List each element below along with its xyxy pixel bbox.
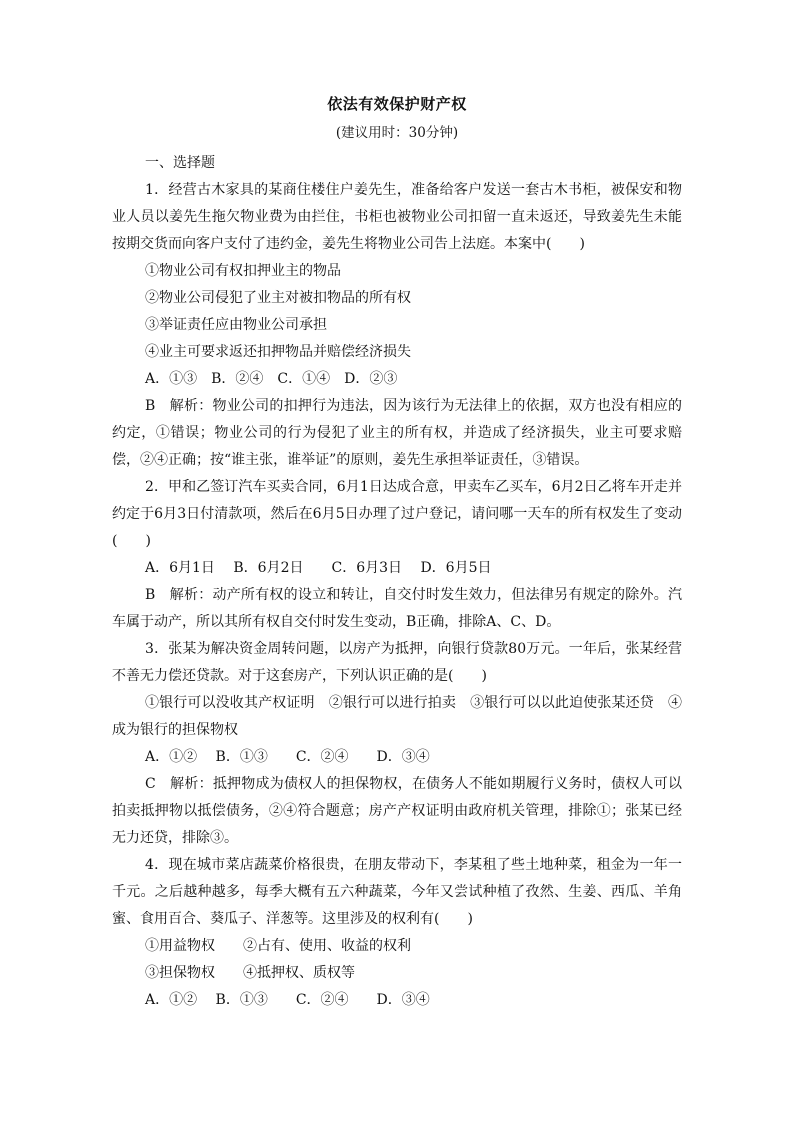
page-title: 依法有效保护财产权 — [327, 95, 467, 113]
question-1-analysis: B 解析：物业公司的扣押行为违法，因为该行为无法律上的依据，双方也没有相应的约定，①错误；物业公司的行为侵犯了业主的所有权，并造成了经济损失，业主可要求赔偿，②④正确；按“谁主张，谁举证”的原则，姜先生承担举证责任，③错误。 — [112, 398, 682, 468]
document-body — [112, 150, 682, 1014]
question-4-choices: A．①② B．①③ C．②④ D．③④ — [145, 992, 430, 1008]
question-4-item-1: ①用益物权 ②占有、使用、收益的权利 — [145, 938, 411, 954]
question-1-item-2: ②物业公司侵犯了业主对被扣物品的所有权 — [145, 290, 411, 306]
question-4-stem: 4．现在城市菜店蔬菜价格很贵，在朋友带动下，李某租了些土地种菜，租金为一年一千元。之后越种越多，每季大概有五六种蔬菜，今年又尝试种植了孜然、生姜、西瓜、羊角蜜、食用百合、葵瓜子、洋葱等。这里涉及的权利有( ) — [112, 857, 682, 927]
question-1-stem: 1．经营古木家具的某商住楼住户姜先生，准备给客户发送一套古木书柜，被保安和物业人员以姜先生拖欠物业费为由拦住，书柜也被物业公司扣留一直未返还，导致姜先生未能按期交货而向客户支付了违约金，姜先生将物业公司告上法庭。本案中( ) — [112, 182, 682, 252]
question-1-item-1: ①物业公司有权扣押业主的物品 — [145, 263, 341, 279]
question-1-choices: A．①③ B．②④ C．①④ D．②③ — [145, 371, 398, 387]
section-heading: 一、选择题 — [145, 155, 215, 171]
question-3-analysis: C 解析：抵押物成为债权人的担保物权，在债务人不能如期履行义务时，债权人可以拍卖抵押物以抵偿债务，②④符合题意；房产产权证明由政府机关管理，排除①；张某已经无力还贷，排除③。 — [112, 776, 682, 846]
question-4-item-2: ③担保物权 ④抵押权、质权等 — [145, 965, 355, 981]
question-3-choices: A．①② B．①③ C．②④ D．③④ — [145, 749, 430, 765]
question-2-stem: 2．甲和乙签订汽车买卖合同，6月1日达成合意，甲卖车乙买车，6月2日乙将车开走并约定于6月3日付清款项，然后在6月5日办理了过户登记，请问哪一天车的所有权发生了变动( ) — [112, 479, 682, 549]
question-2-analysis: B 解析：动产所有权的设立和转让，自交付时发生效力，但法律另有规定的除外。汽车属于动产，所以其所有权自交付时发生变动，B正确，排除A、C、D。 — [112, 587, 682, 630]
suggested-time: (建议用时：30分钟) — [335, 125, 459, 141]
question-3-stem: 3．张某为解决资金周转问题，以房产为抵押，向银行贷款80万元。一年后，张某经营不善无力偿还贷款。对于这套房产，下列认识正确的是( ) — [112, 641, 682, 684]
question-2-choices: A．6月1日 B．6月2日 C．6月3日 D．6月5日 — [145, 560, 492, 576]
question-1-item-4: ④业主可要求返还扣押物品并赔偿经济损失 — [145, 344, 411, 360]
question-3-items: ①银行可以没收其产权证明 ②银行可以进行拍卖 ③银行可以以此迫使张某还贷 ④成为银行的担保物权 — [112, 695, 682, 738]
question-1-item-3: ③举证责任应由物业公司承担 — [145, 317, 327, 333]
